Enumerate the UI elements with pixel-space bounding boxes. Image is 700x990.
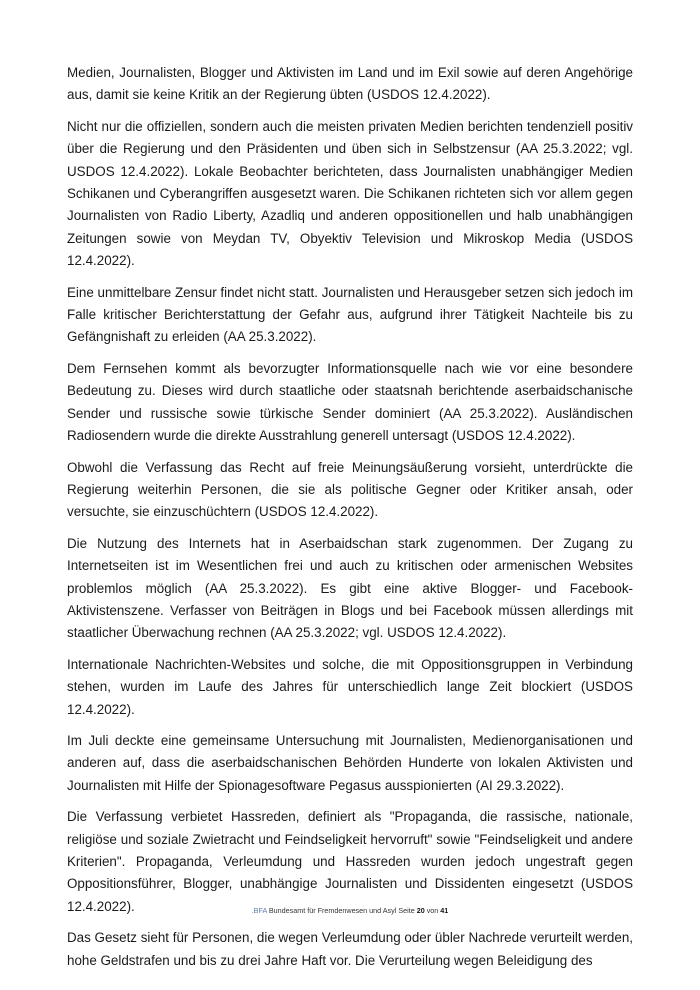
paragraph-media-pressure-continued: Medien, Journalisten, Blogger und Aktivisten im Land und im Exil sowie auf deren Angehörige aus, damit sie keine Kritik an der Regierung übten (USDOS 12.4.2022).: [67, 65, 633, 103]
paragraph-pegasus-spyware: Im Juli deckte eine gemeinsame Untersuchung mit Journalisten, Medienorganisationen und anderen auf, dass die aserbaidschanischen Behörden Hunderte von lokalen Aktivisten und Journalisten mit Hilfe der Spionagesoftware Pegasus ausspionierten (AI 29.3.2022).: [67, 732, 633, 793]
footer-page-total: 41: [440, 906, 449, 915]
paragraph-blocked-websites: Internationale Nachrichten-Websites und solche, die mit Oppositionsgruppen in Verbindung stehen, wurden im Laufe des Jahres für unterschiedlich lange Zeit blockiert (USDOS 12.4.2022).: [67, 656, 633, 717]
bfa-logo-text: .BFA: [251, 906, 267, 915]
footer-page-separator: von: [424, 906, 441, 915]
paragraph-self-censorship: Nicht nur die offiziellen, sondern auch die meisten privaten Medien berichten tendenziell positiv über die Regierung und den Präsidenten und üben sich in Selbstzensur (AA 25.3.2022; vgl. USDOS 12.4.2022). Lokale Beobachter berichteten, dass Journalisten unabhängiger Medien Schikanen und Cyberangriffen ausgesetzt waren. Die Schikanen richteten sich vor allem gegen Journalisten von Radio Liberty, Azadliq und anderen oppositionellen und halb unabhängigen Zeitungen sowie von Meydan TV, Obyektiv Television und Mikroskop Media (USDOS 12.4.2022).: [67, 118, 633, 269]
paragraph-defamation-law: Das Gesetz sieht für Personen, die wegen Verleumdung oder übler Nachrede verurteilt werden, hohe Geldstrafen und bis zu drei Jahre Haft vor. Die Verurteilung wegen Beleidigung des: [67, 930, 633, 968]
paragraph-no-direct-censorship: Eine unmittelbare Zensur findet nicht statt. Journalisten und Herausgeber setzen sich jedoch im Falle kritischer Berichterstattung der Gefahr aus, aufgrund ihrer Tätigkeit Nachteile bis zu Gefängnishaft zu erleiden (AA 25.3.2022).: [67, 284, 633, 345]
page-footer: [0, 906, 700, 915]
paragraph-television: Dem Fernsehen kommt als bevorzugter Informationsquelle nach wie vor eine besondere Bedeutung zu. Dieses wird durch staatliche oder staatsnah berichtende aserbaidschanische Sender und russische sowie türkische Sender dominiert (AA 25.3.2022). Ausländischen Radiosendern wurde die direkte Ausstrahlung generell untersagt (USDOS 12.4.2022).: [67, 360, 633, 444]
paragraph-freedom-of-expression: Obwohl die Verfassung das Recht auf freie Meinungsäußerung vorsieht, unterdrückte die Regierung weiterhin Personen, die sie als politische Gegner oder Kritiker ansah, oder versuchte, sie einzuschüchtern (USDOS 12.4.2022).: [67, 459, 633, 520]
document-body: [67, 62, 633, 981]
footer-page-current: 20: [416, 906, 425, 915]
paragraph-hate-speech: Die Verfassung verbietet Hassreden, definiert als "Propaganda, die rassische, nationale, religiöse und soziale Zwietracht und Feindseligkeit hervorruft" sowie "Feindseligkeit und andere Kriterien". Propaganda, Verleumdung und Hassreden wurden jedoch ungestraft gegen Oppositionsführer, Blogger, unabhängige Journalisten und Dissidenten eingesetzt (USDOS 12.4.2022).: [67, 809, 633, 914]
paragraph-internet-usage: Die Nutzung des Internets hat in Aserbaidschan stark zugenommen. Der Zugang zu Internetseiten ist im Wesentlichen frei und auch zu kritischen oder armenischen Websites problemlos möglich (AA 25.3.2022). Es gibt eine aktive Blogger- und Facebook-Aktivistenszene. Verfasser von Beiträgen in Blogs und bei Facebook müssen allerdings mit staatlicher Überwachung rechnen (AA 25.3.2022; vgl. USDOS 12.4.2022).: [67, 535, 633, 641]
footer-organization: Bundesamt für Fremdenwesen und Asyl Seite: [266, 906, 417, 915]
